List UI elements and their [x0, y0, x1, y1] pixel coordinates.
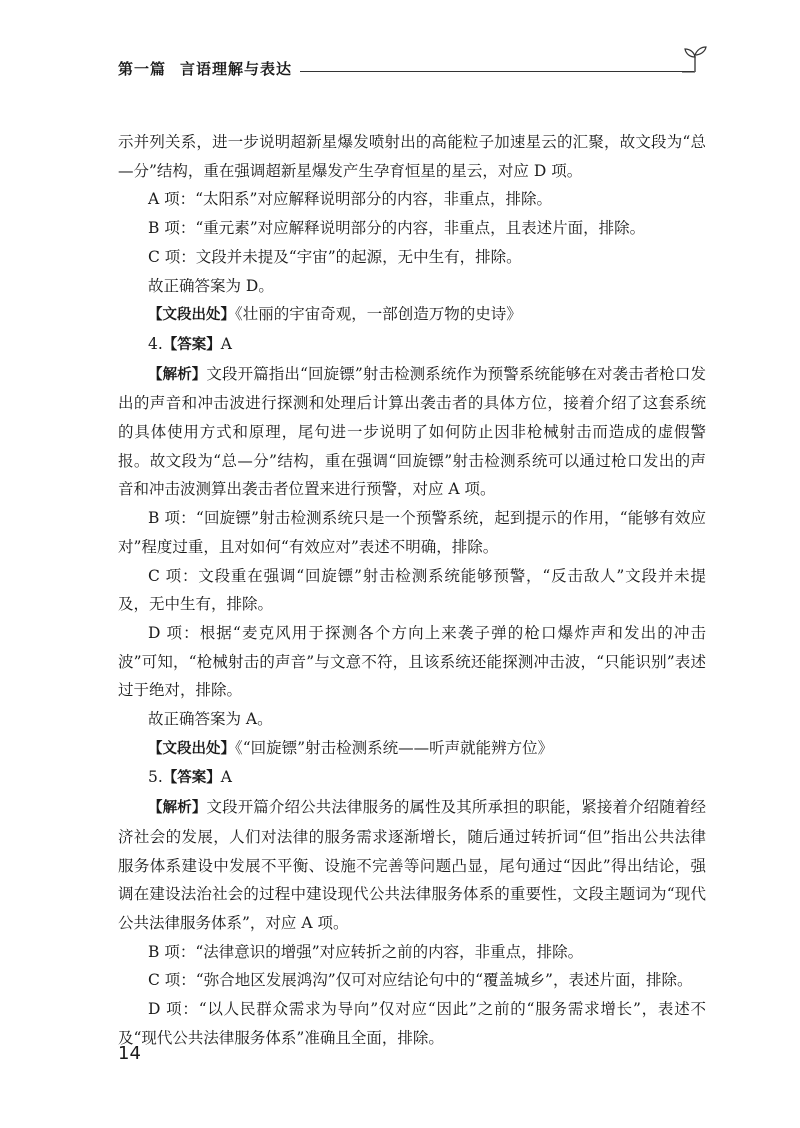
question-number: 4. [148, 334, 163, 353]
paragraph-text: C 项：“弥合地区发展鸿沟”仅可对应结论句中的“覆盖城乡”，表述片面，排除。 [148, 971, 693, 990]
paragraph-text: A [220, 334, 232, 353]
paragraph [118, 995, 706, 1052]
paragraph-text: 故正确答案为 A。 [148, 710, 273, 729]
paragraph [118, 619, 706, 705]
section-label: 【文段出处】 [148, 740, 235, 757]
section-label: 【答案】 [162, 336, 221, 353]
section-label: 【解析】 [148, 800, 207, 817]
paragraph [118, 214, 706, 243]
paragraph [118, 763, 706, 793]
sprout-icon [682, 44, 708, 74]
page-number: 14 [118, 1043, 141, 1064]
paragraph-text: B 项：“法律意识的增强”对应转折之前的内容，非重点，排除。 [148, 942, 584, 961]
paragraph [118, 128, 706, 185]
paragraph-text: B 项：“回旋镖”射击检测系统只是一个预警系统，起到提示的作用，“能够有效应对”程度过重，且对如何“有效应对”表述不明确，排除。 [118, 509, 706, 556]
paragraph [118, 272, 706, 301]
header-title [118, 58, 300, 79]
paragraph-text: A [220, 768, 232, 787]
paragraph-text: 示并列关系，进一步说明超新星爆发喷射出的高能粒子加速星云的汇聚，故文段为“总—分”结构，重在强调超新星爆发产生孕育恒星的星云，对应 D 项。 [118, 133, 706, 180]
explanation-body [118, 128, 706, 1053]
paragraph-text: 文段开篇介绍公共法律服务的属性及其所承担的职能，紧接着介绍随着经济社会的发展，人们对法律的服务需求逐渐增长，随后通过转折词“但”指出公共法律服务体系建设中发展不平衡、设施不完善等问题凸显，尾句通过“因此”得出结论，强调在建设法治社会的过程中建设现代公共法律服务体系的重要性，文段主题词为“现代公共法律服务体系”，对应 A 项。 [118, 798, 707, 932]
paragraph-text: D 项：根据“麦克风用于探测各个方向上来袭子弹的枪口爆炸声和发出的冲击波”可知，“枪械射击的声音”与文意不符，且该系统还能探测冲击波，“只能识别”表述过于绝对，排除。 [118, 623, 706, 700]
section-label: 【解析】 [148, 366, 207, 383]
section-label: 【文段出处】 [148, 307, 235, 324]
paragraph-text: B 项：“重元素”对应解释说明部分的内容，非重点，且表述片面，排除。 [148, 219, 646, 238]
header-part: 第一篇 [118, 60, 167, 78]
section-label: 【答案】 [162, 770, 221, 787]
paragraph [118, 243, 706, 272]
paragraph-text: C 项：文段重在强调“回旋镖”射击检测系统能够预警，“反击敌人”文段并未提及，无中生有，排除。 [118, 566, 706, 614]
paragraph [118, 705, 706, 734]
paragraph-text: 文段开篇指出“回旋镖”射击检测系统作为预警系统能够在对袭击者枪口发出的声音和冲击波进行探测和处理后计算出袭击者的具体方位，接着介绍了这套系统的具体使用方式和原理，尾句进一步说明了如何防止因非枪械射击而造成的虚假警报。故文段为“总—分”结构，重在强调“回旋镖”射击检测系统可以通过枪口发出的声音和冲击波测算出袭击者位置来进行预警，对应 A 项。 [118, 364, 706, 499]
paragraph [118, 504, 706, 561]
paragraph-text: 故正确答案为 D。 [148, 276, 274, 295]
paragraph [118, 185, 706, 214]
paragraph-text: 《壮丽的宇宙奇观，一部创造万物的史诗》 [235, 305, 522, 324]
paragraph-text: D 项：“以人民群众需求为导向”仅对应“因此”之前的“服务需求增长”，表述不及“现代公共法律服务体系”准确且全面，排除。 [118, 1000, 706, 1047]
running-header [118, 58, 708, 84]
paragraph [118, 300, 706, 330]
paragraph [118, 360, 706, 505]
paragraph [118, 793, 706, 938]
paragraph-text: 《“回旋镖”射击检测系统——听声就能辨方位》 [235, 738, 554, 757]
paragraph [118, 562, 706, 619]
header-chapter: 言语理解与表达 [180, 60, 293, 78]
paragraph [118, 734, 706, 764]
paragraph [118, 330, 706, 360]
paragraph [118, 938, 706, 967]
question-number: 5. [148, 768, 163, 787]
paragraph-text: C 项：文段并未提及“宇宙”的起源，无中生有，排除。 [148, 247, 522, 266]
paragraph-text: A 项：“太阳系”对应解释说明部分的内容，非重点，排除。 [148, 190, 552, 209]
paragraph [118, 966, 706, 995]
